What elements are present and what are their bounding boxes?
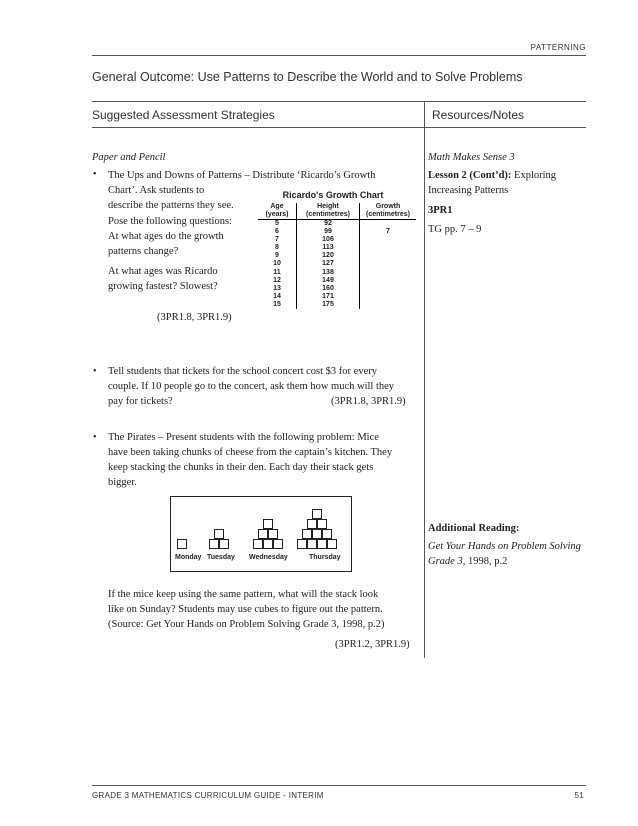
height-cell: 160 (297, 285, 360, 293)
additional-reading-source: Get Your Hands on Problem Solving Grade 3, 1998, p.2 (428, 541, 581, 567)
age-cell: 10 (258, 260, 297, 268)
page-number: 51 (574, 791, 584, 800)
growth-cell (360, 236, 417, 244)
item1-question-1: Pose the following questions: At what ages do the growth patterns change? (108, 216, 232, 257)
cheese-cube (317, 539, 327, 549)
growth-cell (360, 269, 417, 277)
growth-chart-row (258, 293, 416, 301)
age-cell: 5 (258, 220, 297, 229)
growth-chart-row (258, 301, 416, 309)
column-heading-strategies: Suggested Assessment Strategies (92, 108, 275, 122)
day-label: Thursday (309, 554, 341, 561)
height-cell: 175 (297, 301, 360, 309)
age-cell: 12 (258, 277, 297, 285)
growth-cell (360, 244, 417, 252)
age-cell: 13 (258, 285, 297, 293)
age-cell: 8 (258, 244, 297, 252)
cheese-cube (307, 539, 317, 549)
item2-text: Tell students that tickets for the school concert cost $3 for every couple. If 10 people go to the concert, ask them how much will they pay for tickets? (108, 366, 395, 407)
cheese-cube (322, 529, 332, 539)
height-cell: 113 (297, 244, 360, 252)
growth-chart-row (258, 236, 416, 244)
header-age: Age (years) (258, 203, 297, 220)
growth-chart-row (258, 285, 416, 293)
cheese-cube (258, 529, 268, 539)
header-height: Height (centimetres) (297, 203, 360, 220)
height-cell: 138 (297, 269, 360, 277)
height-cell: 171 (297, 293, 360, 301)
cheese-cube (177, 539, 187, 549)
item1-question-2: At what ages was Ricardo growing fastest? Slowest? (108, 266, 218, 292)
cheese-stacks-area (171, 497, 351, 571)
bullet-1: • (93, 169, 97, 180)
cheese-cube (312, 529, 322, 539)
cheese-cube (214, 529, 224, 539)
item2-reference: (3PR1.8, 3PR1.9) (331, 396, 406, 407)
height-cell: 106 (297, 236, 360, 244)
growth-chart-rows (258, 220, 416, 310)
item1-reference: (3PR1.8, 3PR1.9) (157, 312, 232, 323)
cheese-cube (317, 519, 327, 529)
growth-cell (360, 285, 417, 293)
cheese-cube (307, 519, 317, 529)
growth-chart-row (258, 260, 416, 268)
resource-teacher-guide: TG pp. 7 – 9 (428, 224, 482, 235)
outcome-rule (92, 101, 586, 102)
growth-cell (360, 252, 417, 260)
cheese-cube (302, 529, 312, 539)
column-heading-resources: Resources/Notes (432, 108, 525, 122)
item3-reference: (3PR1.2, 3PR1.9) (335, 639, 410, 650)
column-divider (424, 102, 425, 658)
column-heading-rule (92, 127, 586, 128)
cheese-cube (219, 539, 229, 549)
cheese-cube (253, 539, 263, 549)
resource-outcome-code: 3PR1 (428, 205, 453, 216)
age-cell: 9 (258, 252, 297, 260)
age-cell: 11 (258, 269, 297, 277)
growth-chart-table (258, 203, 416, 309)
cheese-stacks-figure (170, 496, 352, 572)
growth-chart-row (258, 220, 416, 229)
cheese-cube (297, 539, 307, 549)
cheese-cube (209, 539, 219, 549)
bullet-2: • (93, 366, 97, 377)
growth-chart-row (258, 244, 416, 252)
day-label: Wednesday (249, 554, 288, 561)
age-cell: 6 (258, 228, 297, 236)
cheese-cube (263, 539, 273, 549)
height-cell: 99 (297, 228, 360, 236)
height-cell: 127 (297, 260, 360, 268)
growth-chart-row (258, 277, 416, 285)
item1-text: The Ups and Downs of Patterns – Distribute ‘Ricardo’s Growth Chart’. Ask students to describe the patterns they see. (108, 170, 376, 211)
additional-reading-heading: Additional Reading: (428, 523, 520, 534)
age-cell: 14 (258, 293, 297, 301)
cheese-cube (263, 519, 273, 529)
growth-chart-title: Ricardo's Growth Chart (282, 190, 384, 200)
growth-cell (360, 277, 417, 285)
growth-cell (360, 260, 417, 268)
day-label: Monday (175, 554, 202, 561)
height-cell: 92 (297, 220, 360, 229)
item3-text: The Pirates – Present students with the following problem: Mice have been taking chunks of cheese from the captain’s kitchen. They keep stacking the chunks in their den. Each day their stack gets bigger. (108, 432, 393, 488)
general-outcome: General Outcome: Use Patterns to Describe the World and to Solve Problems (92, 70, 523, 84)
header-growth: Growth (centimetres) (360, 203, 417, 220)
paper-pencil-heading: Paper and Pencil (92, 152, 166, 163)
height-cell: 149 (297, 277, 360, 285)
age-cell: 15 (258, 301, 297, 309)
cheese-cube (327, 539, 337, 549)
section-label: PATTERNING (530, 43, 586, 52)
cheese-cube (268, 529, 278, 539)
bullet-3: • (93, 432, 97, 443)
cheese-cube (273, 539, 283, 549)
growth-chart-row (258, 252, 416, 260)
height-cell: 120 (297, 252, 360, 260)
growth-cell (360, 301, 417, 309)
growth-chart (258, 190, 416, 309)
header-rule (92, 55, 586, 56)
resource-book-title: Math Makes Sense 3 (428, 152, 515, 163)
growth-cell: 7 (386, 228, 390, 236)
footer-title: GRADE 3 MATHEMATICS CURRICULUM GUIDE - INTERIM (92, 791, 324, 800)
growth-chart-row (258, 269, 416, 277)
item3-followup: If the mice keep using the same pattern, what will the stack look like on Sunday? Students may use cubes to figure out the pattern. (Source: Get Your Hands on Problem Solving Grade 3, 1998, p.2) (108, 589, 385, 630)
growth-cell (360, 293, 417, 301)
footer-rule (92, 785, 586, 786)
growth-cell (360, 220, 417, 229)
resource-lesson: Lesson 2 (Cont’d): Exploring Increasing Patterns (428, 170, 557, 196)
day-label: Tuesday (207, 554, 235, 561)
age-cell: 7 (258, 236, 297, 244)
cheese-cube (312, 509, 322, 519)
growth-chart-row (258, 228, 416, 236)
